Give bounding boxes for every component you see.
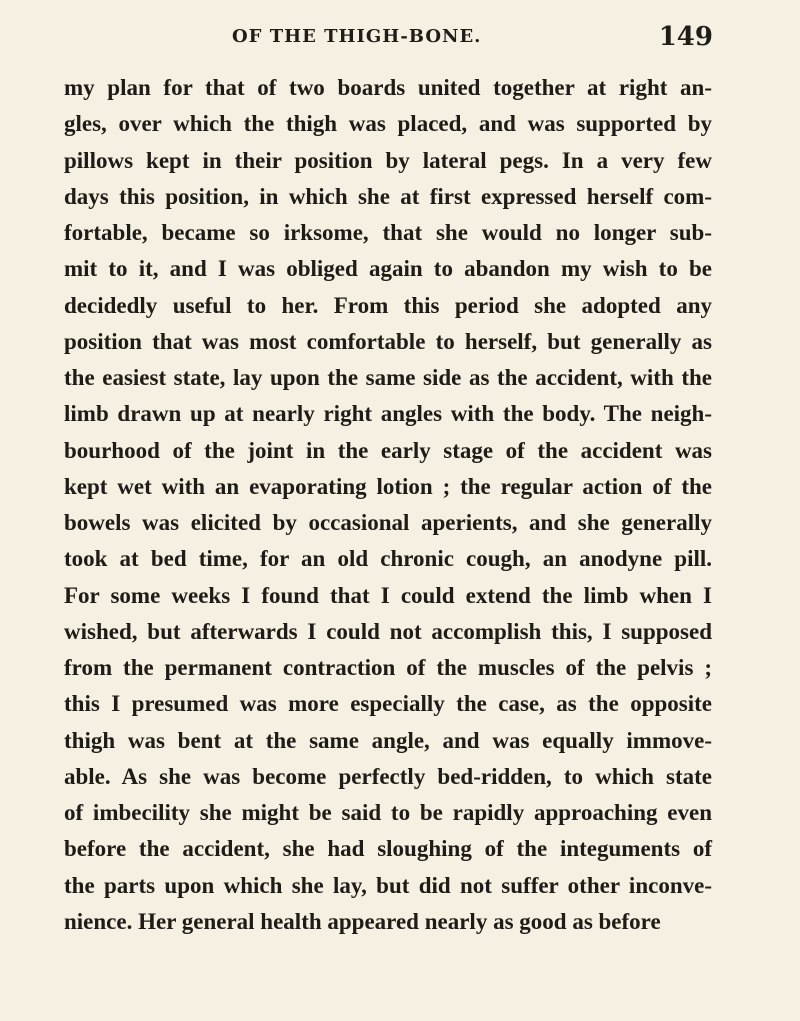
text-line-14: took at bed time, for an old chronic cough, an anodyne pill. bbox=[64, 546, 712, 572]
text-line-11: bourhood of the joint in the early stage of the accident was bbox=[64, 437, 712, 463]
text-line-7: decidedly useful to her. From this period she adopted any bbox=[64, 292, 712, 318]
text-line-15: For some weeks I found that I could extend the limb when I bbox=[64, 582, 712, 608]
page-number: 149 bbox=[658, 22, 713, 52]
text-line-9: the easiest state, lay upon the same side as the accident, with the bbox=[64, 365, 712, 390]
text-line-2: gles, over which the thigh was placed, and was supported by bbox=[64, 111, 712, 137]
text-line-3: pillows kept in their position by lateral pegs. In a very few bbox=[64, 147, 712, 173]
text-line-8: position that was most comfortable to herself, but generally as bbox=[64, 328, 712, 354]
text-line-4: days this position, in which she at first expressed herself com- bbox=[64, 183, 712, 209]
text-line-22: before the accident, she had sloughing of the integuments of bbox=[64, 836, 712, 862]
text-line-16: wished, but afterwards I could not accomplish this, I supposed bbox=[64, 618, 712, 644]
text-line-12: kept wet with an evaporating lotion ; the regular action of the bbox=[64, 473, 712, 499]
text-line-21: of imbecility she might be said to be rapidly approaching even bbox=[64, 800, 712, 825]
running-head bbox=[0, 22, 800, 54]
body-text bbox=[64, 70, 712, 940]
text-line-10: limb drawn up at nearly right angles with the body. The neigh- bbox=[64, 401, 712, 427]
text-line-1: my plan for that of two boards united together at right an- bbox=[64, 75, 712, 100]
running-title: OF THE THIGH-BONE. bbox=[232, 26, 482, 47]
text-line-13: bowels was elicited by occasional aperients, and she generally bbox=[64, 510, 712, 535]
text-line-5: fortable, became so irksome, that she would no longer sub- bbox=[64, 220, 712, 245]
text-line-20: able. As she was become perfectly bed-ridden, to which state bbox=[64, 763, 712, 789]
text-line-23: the parts upon which she lay, but did not suffer other inconve- bbox=[64, 872, 712, 898]
text-line-18: this I presumed was more especially the case, as the opposite bbox=[64, 691, 712, 717]
text-line-17: from the permanent contraction of the muscles of the pelvis ; bbox=[64, 655, 712, 680]
text-line-24: nience. Her general health appeared nearly as good as before bbox=[64, 908, 661, 934]
text-line-19: thigh was bent at the same angle, and was equally immove- bbox=[64, 727, 712, 753]
text-line-6: mit to it, and I was obliged again to abandon my wish to be bbox=[64, 256, 712, 282]
